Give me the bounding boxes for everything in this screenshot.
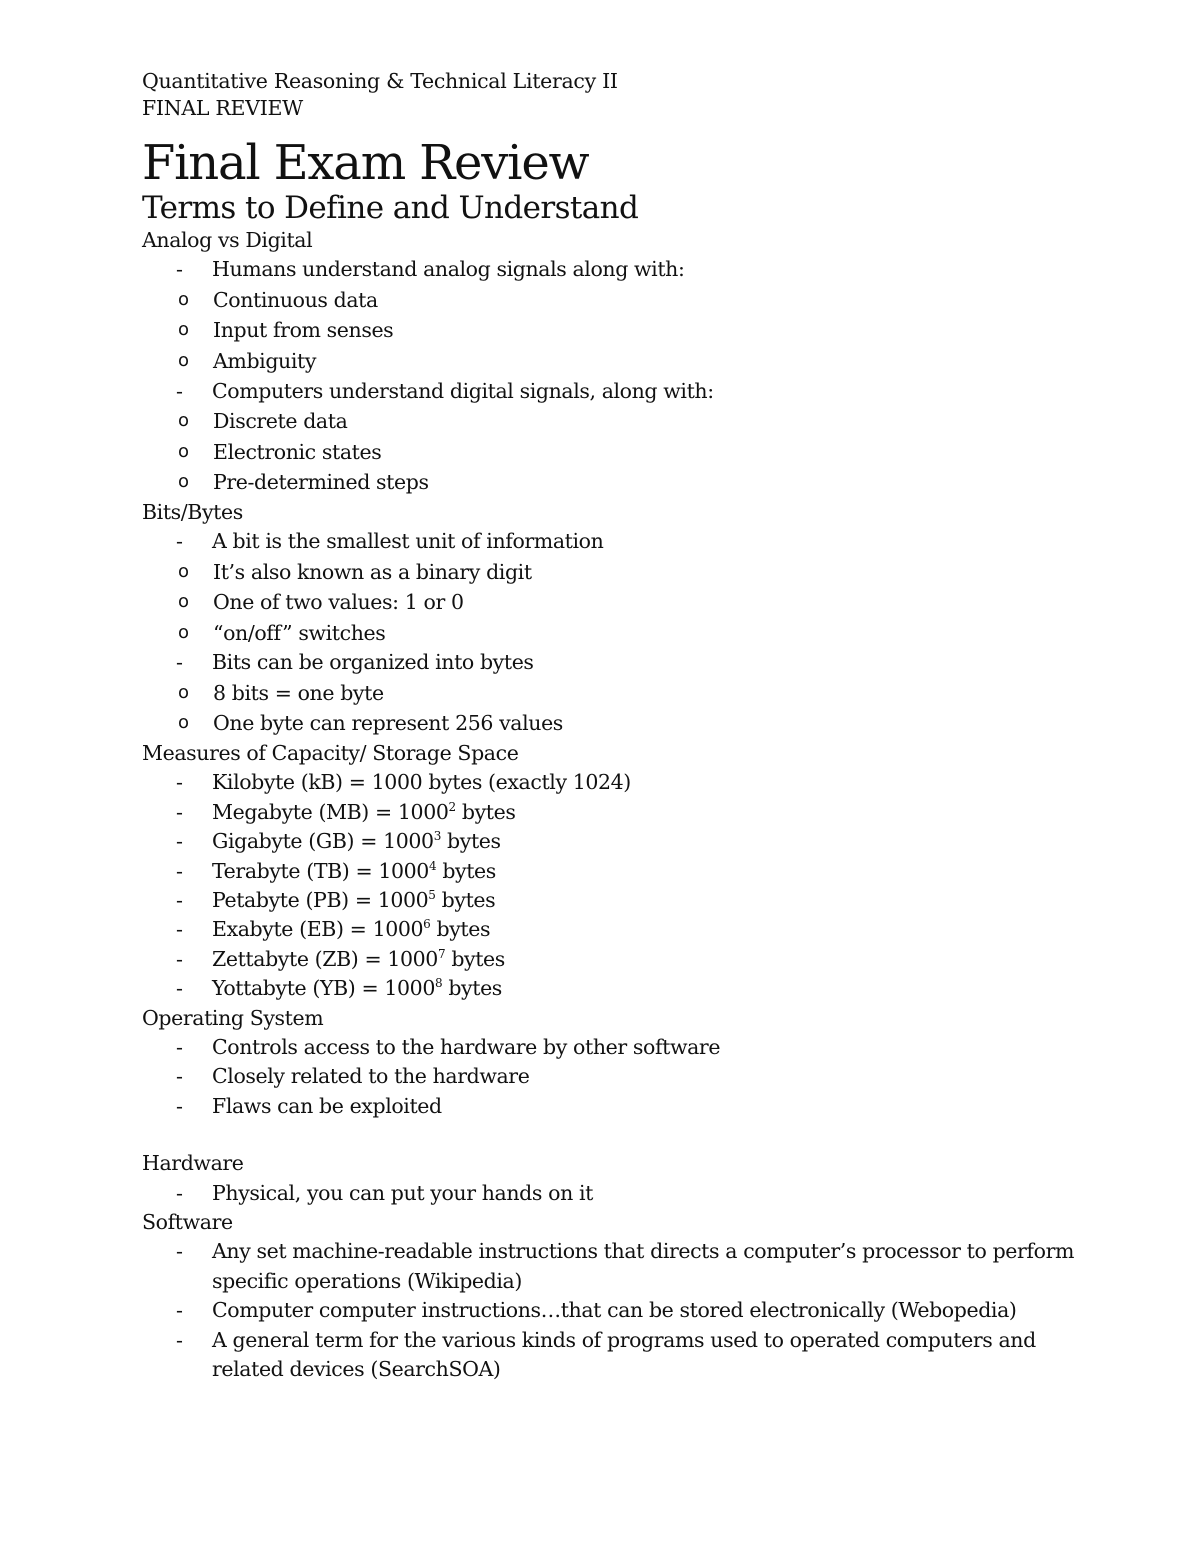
dash-bullet: - bbox=[176, 888, 183, 912]
sub-list-item-text: “on/off” switches bbox=[213, 620, 386, 645]
computers-sublist bbox=[142, 406, 1102, 498]
sub-list-item bbox=[142, 346, 1102, 377]
list-item bbox=[142, 377, 1102, 406]
dash-bullet: - bbox=[176, 1239, 183, 1264]
list-item-text: Closely related to the hardware bbox=[212, 1064, 530, 1089]
dash-bullet: - bbox=[176, 650, 183, 675]
list-item-text: Any set machine-readable instructions that directs a computer’s processor to perform specific operations (Wikipedia) bbox=[212, 1239, 1075, 1293]
unit-suffix: bytes bbox=[442, 976, 502, 1001]
unit-text: Terabyte (TB) = 1000 bbox=[212, 858, 429, 883]
sub-list-item-text: Pre-determined steps bbox=[213, 470, 429, 495]
list-item bbox=[142, 1033, 1102, 1062]
unit-suffix: bytes bbox=[430, 917, 491, 942]
unit-suffix: bytes bbox=[435, 888, 496, 912]
sub-list-item-text: 8 bits = one byte bbox=[213, 680, 384, 705]
list-item-text: Computer computer instructions…that can be stored electronically (Webopedia) bbox=[212, 1298, 1017, 1323]
document-type: FINAL REVIEW bbox=[142, 96, 303, 120]
list-item-text: Physical, you can put your hands on it bbox=[212, 1180, 593, 1205]
unit-suffix: bytes bbox=[440, 829, 501, 854]
list-item bbox=[142, 857, 1102, 886]
unit-suffix: bytes bbox=[436, 858, 496, 883]
bit-sublist bbox=[142, 557, 1102, 649]
document-subtitle: Terms to Define and Understand bbox=[142, 190, 639, 226]
dash-bullet: - bbox=[176, 1064, 183, 1089]
list-item bbox=[142, 1237, 1102, 1296]
sub-list-item-text: Ambiguity bbox=[213, 349, 317, 373]
list-item-text: Bits can be organized into bytes bbox=[212, 650, 534, 675]
dash-bullet: - bbox=[176, 1180, 183, 1205]
analog-digital-list bbox=[142, 255, 1102, 284]
unit-text: Exabyte (EB) = 1000 bbox=[212, 917, 424, 942]
list-item-text: A general term for the various kinds of programs used to operated computers and related devices (SearchSOA) bbox=[212, 1327, 1036, 1382]
list-item-text: Humans understand analog signals along with: bbox=[212, 257, 685, 282]
list-item-text: Flaws can be exploited bbox=[212, 1093, 442, 1118]
list-item-text: Kilobyte (kB) = 1000 bytes (exactly 1024) bbox=[212, 770, 631, 795]
operating-system-list bbox=[142, 1033, 1102, 1121]
list-item bbox=[142, 768, 1102, 797]
list-item bbox=[142, 1062, 1102, 1091]
circle-bullet-icon: o bbox=[178, 440, 189, 462]
list-item bbox=[142, 648, 1102, 677]
list-item bbox=[142, 1092, 1102, 1121]
list-item-text: Computers understand digital signals, along with: bbox=[212, 378, 714, 403]
sub-list-item-text: One byte can represent 256 values bbox=[213, 711, 563, 736]
dash-bullet: - bbox=[176, 257, 183, 282]
list-item bbox=[142, 798, 1102, 827]
list-item bbox=[142, 255, 1102, 284]
list-item bbox=[142, 974, 1102, 1003]
unit-text: Megabyte (MB) = 1000 bbox=[212, 799, 449, 824]
unit-suffix: bytes bbox=[445, 946, 505, 971]
list-item bbox=[142, 527, 1102, 556]
list-item bbox=[142, 827, 1102, 856]
unit-exponent: 6 bbox=[423, 917, 431, 932]
dash-bullet: - bbox=[176, 529, 183, 554]
section-capacity-heading: Measures of Capacity/ Storage Space bbox=[142, 740, 519, 765]
circle-bullet-icon: o bbox=[178, 712, 189, 734]
sub-list-item bbox=[142, 678, 1102, 709]
dash-bullet: - bbox=[176, 1035, 183, 1060]
unit-exponent: 3 bbox=[433, 829, 441, 844]
section-bits-bytes-heading: Bits/Bytes bbox=[142, 499, 243, 524]
dash-bullet: - bbox=[176, 1327, 183, 1352]
list-item bbox=[142, 945, 1102, 974]
section-software-heading: Software bbox=[142, 1210, 233, 1235]
list-item bbox=[142, 1326, 1102, 1385]
list-item bbox=[142, 1179, 1102, 1208]
sub-list-item bbox=[142, 708, 1102, 739]
sub-list-item-text: It’s also known as a binary digit bbox=[213, 559, 532, 584]
sub-list-item bbox=[142, 285, 1102, 316]
sub-list-item-text: One of two values: 1 or 0 bbox=[213, 590, 464, 615]
hardware-list bbox=[142, 1179, 1102, 1208]
dash-bullet: - bbox=[176, 858, 183, 883]
software-list bbox=[142, 1237, 1102, 1384]
list-item-text: A bit is the smallest unit of information bbox=[212, 529, 604, 554]
bits-list bbox=[142, 527, 1102, 556]
sub-list-item-text: Input from senses bbox=[213, 318, 394, 343]
circle-bullet-icon: o bbox=[178, 591, 189, 613]
circle-bullet-icon: o bbox=[178, 410, 189, 431]
capacity-list bbox=[142, 768, 1102, 1003]
course-name: Quantitative Reasoning & Technical Literacy II bbox=[142, 69, 618, 93]
circle-bullet-icon: o bbox=[178, 350, 189, 371]
dash-bullet: - bbox=[176, 770, 183, 795]
sub-list-item bbox=[142, 437, 1102, 468]
unit-exponent: 2 bbox=[448, 799, 456, 814]
unit-exponent: 7 bbox=[437, 946, 446, 961]
unit-suffix: bytes bbox=[455, 799, 516, 824]
unit-exponent: 8 bbox=[434, 976, 443, 991]
circle-bullet-icon: o bbox=[178, 288, 189, 310]
circle-bullet-icon: o bbox=[178, 319, 189, 341]
dash-bullet: - bbox=[176, 829, 183, 854]
circle-bullet-icon: o bbox=[178, 560, 189, 582]
unit-exponent: 5 bbox=[428, 888, 436, 902]
bytes-list bbox=[142, 648, 1102, 677]
section-operating-system-heading: Operating System bbox=[142, 1005, 324, 1030]
unit-text: Yottabyte (YB) = 1000 bbox=[212, 976, 435, 1001]
analog-digital-list-2 bbox=[142, 377, 1102, 406]
list-item bbox=[142, 915, 1102, 944]
sub-list-item-text: Discrete data bbox=[213, 409, 348, 433]
section-analog-digital-heading: Analog vs Digital bbox=[142, 228, 313, 252]
dash-bullet: - bbox=[176, 1093, 183, 1118]
sub-list-item bbox=[142, 467, 1102, 498]
list-item bbox=[142, 1296, 1102, 1325]
unit-exponent: 4 bbox=[428, 858, 437, 873]
document-page bbox=[142, 68, 1102, 1385]
dash-bullet: - bbox=[176, 799, 183, 824]
sub-list-item-text: Electronic states bbox=[213, 439, 382, 464]
circle-bullet-icon: o bbox=[178, 471, 189, 493]
sub-list-item bbox=[142, 557, 1102, 588]
dash-bullet: - bbox=[176, 1298, 183, 1323]
list-item-text: Controls access to the hardware by other software bbox=[212, 1035, 721, 1060]
sub-list-item bbox=[142, 618, 1102, 649]
sub-list-item bbox=[142, 587, 1102, 618]
unit-text: Zettabyte (ZB) = 1000 bbox=[212, 946, 438, 971]
dash-bullet: - bbox=[176, 946, 183, 971]
circle-bullet-icon: o bbox=[178, 621, 189, 643]
sub-list-item bbox=[142, 406, 1102, 437]
blank-line bbox=[142, 1121, 1102, 1149]
dash-bullet: - bbox=[176, 378, 183, 403]
document-title: Final Exam Review bbox=[142, 135, 589, 191]
unit-text: Gigabyte (GB) = 1000 bbox=[212, 829, 434, 854]
dash-bullet: - bbox=[176, 976, 183, 1001]
sub-list-item bbox=[142, 315, 1102, 346]
circle-bullet-icon: o bbox=[178, 681, 189, 703]
humans-sublist bbox=[142, 285, 1102, 377]
bytes-sublist bbox=[142, 678, 1102, 739]
dash-bullet: - bbox=[176, 917, 183, 942]
list-item bbox=[142, 886, 1102, 915]
unit-text: Petabyte (PB) = 1000 bbox=[212, 888, 429, 912]
section-hardware-heading: Hardware bbox=[142, 1151, 244, 1176]
sub-list-item-text: Continuous data bbox=[213, 287, 378, 312]
